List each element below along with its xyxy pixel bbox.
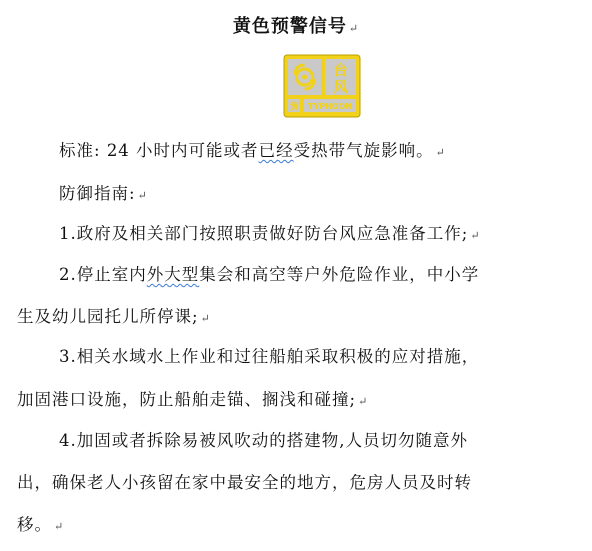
paragraph-mark: ↵ <box>200 312 211 325</box>
guide-item-1 <box>59 223 592 247</box>
color-badge-char: 黄 <box>289 102 299 113</box>
title-text: 黄色预警信号 <box>232 16 347 37</box>
typhoon-yellow-signal-icon <box>283 54 361 118</box>
paragraph-mark: ↵ <box>348 22 360 35</box>
guide-item-3-line-2-text: 加固港口设施，防止船舶走锚、搁浅和碰撞; <box>17 390 357 409</box>
guide-item-4-line-2 <box>17 472 582 494</box>
guide-heading <box>59 183 592 207</box>
document-title <box>0 12 592 38</box>
paragraph-mark: ↵ <box>358 395 369 408</box>
guide-item-3-line-1 <box>59 346 592 368</box>
guide-item-3-line-2 <box>17 389 582 413</box>
standard-text-mark: 已经 <box>258 141 294 160</box>
standard-line <box>59 140 592 164</box>
typhoon-label: TYPHOON <box>307 102 353 111</box>
guide-item-4-line-3 <box>17 514 582 538</box>
guide-item-2-line-2-text: 生及幼儿园托儿所停课; <box>17 307 199 326</box>
guide-item-1-text: 1.政府及相关部门按照职责做好防台风应急准备工作; <box>59 224 469 243</box>
guide-item-3-line-1-text: 3.相关水域水上作业和过往船舶采取积极的应对措施， <box>59 347 480 366</box>
guide-item-4-line-1 <box>59 430 592 452</box>
guide-item-2-line-1 <box>59 264 592 286</box>
typhoon-char-top: 台 <box>333 63 348 79</box>
paragraph-mark: ↵ <box>470 229 481 242</box>
typhoon-char-bottom: 风 <box>333 80 348 96</box>
guide-item-2-line-2 <box>17 306 582 330</box>
standard-text-pre: 24 小时内可能或者 <box>106 141 259 160</box>
guide-item-4-line-2-text: 出，确保老人小孩留在家中最安全的地方，危房人员及时转 <box>17 473 472 492</box>
standard-text-post: 受热带气旋影响。 <box>293 141 434 160</box>
guide-item-4-line-1-text: 4.加固或者拆除易被风吹动的搭建物,人员切勿随意外 <box>59 431 468 450</box>
guide-heading-text: 防御指南: <box>59 184 136 203</box>
guide-item-4-line-3-text: 移。 <box>17 515 52 534</box>
paragraph-mark: ↵ <box>54 520 65 533</box>
standard-label: 标准: <box>59 141 101 160</box>
guide-item-2-text-post: 集会和高空等户外危险作业，中小学 <box>199 265 480 284</box>
guide-item-2-text-pre: 2.停止室内 <box>59 265 147 284</box>
paragraph-mark: ↵ <box>137 189 148 202</box>
guide-item-2-text-mark: 外大型 <box>146 265 200 284</box>
paragraph-mark: ↵ <box>435 146 446 159</box>
